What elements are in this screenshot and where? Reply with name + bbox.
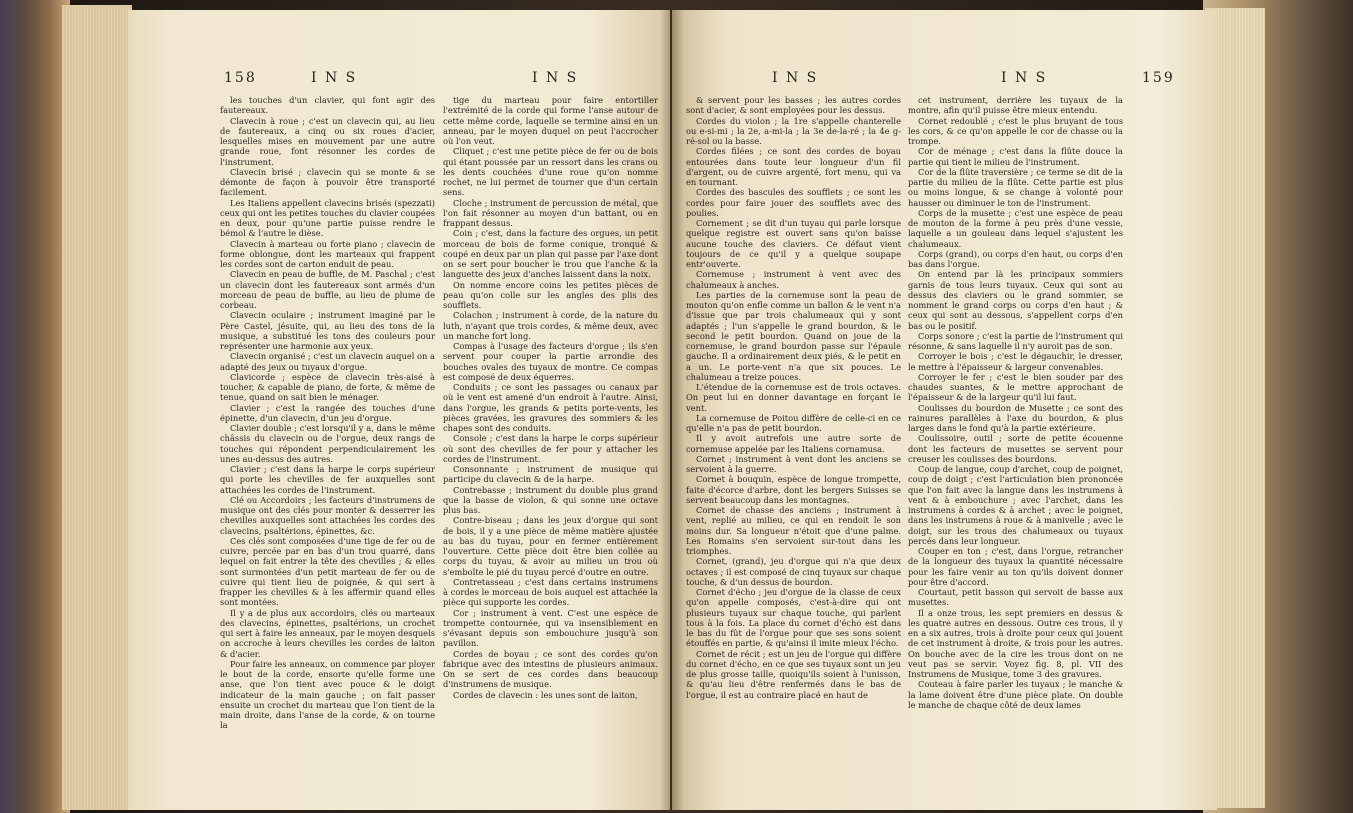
left-page-edges bbox=[62, 5, 132, 810]
paragraph: Cornet à bouquin, espèce de longue trompette, faite d'écorce d'arbre, dont les bergers Suisses se servent beaucoup dans les montagnes. bbox=[686, 474, 901, 505]
right-running-title: I N S bbox=[772, 70, 819, 86]
paragraph: Il y avoit autrefois une autre sorte de cornemuse appelée par les Italiens cornamusa. bbox=[686, 433, 901, 454]
paragraph: Coulisses du bourdon de Musette ; ce sont des rainures parallèles à l'axe du bourdon, & plus larges dans le fond qu'à la partie extérieure. bbox=[908, 402, 1123, 433]
paragraph: Clavecin brisé ; clavecin qui se monte & se démonte de façon à pouvoir être transporté facilement. bbox=[220, 166, 435, 198]
paragraph: Cordes de boyau ; ce sont des cordes qu'on fabrique avec des intestins de plusieurs animaux. On se sert de ces cordes dans beaucoup d'instrumens de musique. bbox=[443, 648, 658, 690]
paragraph: Les parties de la cornemuse sont la peau de mouton qu'on enfle comme un ballon & le vent n'a d'issue que par trois chalumeaux qui y sont adaptés ; l'un s'appelle le grand bourdon, & le second le petit bourdon. Quand on joue de la cornemuse, le grand bourdon passe sur l'épaule gauche. Il a ordinairement deux piés, & le petit en a un. Le porte-vent n'a que six pouces. Le chalumeau a treize pouces. bbox=[686, 289, 901, 382]
paragraph: Corroyer le bois ; c'est le dégauchir, le dresser, le mettre à l'épaisseur & largeur convenables. bbox=[908, 351, 1123, 372]
paragraph: On nomme encore coins les petites pièces de peau qu'on colle sur les angles des plis des soufflets. bbox=[443, 279, 658, 310]
paragraph: Pour faire les anneaux, on commence par ployer le bout de la corde, ensorte qu'elle forme une anse, que l'on tient avec pouce & le doigt indicateur de la main gauche ; on fait passer ensuite un crochet du marteau que l'on tient de la main droite, dans l'anse de la corde, & on tourne la bbox=[220, 658, 435, 731]
paragraph: Cornet ; instrument à vent dont les anciens se servoient à la guerre. bbox=[686, 453, 901, 474]
paragraph: Couper en ton ; c'est, dans l'orgue, retrancher de la longueur des tuyaux la quantité nécessaire pour les faire venir au ton qu'ils doivent donner pour être d'accord. bbox=[908, 546, 1123, 587]
paragraph: Clavicorde ; espèce de clavecin très-aisé à toucher, & capable de piano, de forte, & même de tenue, quand on sait bien le ménager. bbox=[220, 371, 435, 403]
paragraph: Clavecin organisé ; c'est un clavecin auquel on a adapté des jeux ou tuyaux d'orgue. bbox=[220, 351, 435, 372]
paragraph: Il y a de plus aux accordoirs, clés ou marteaux des clavecins, épinettes, psaltérions, un crochet qui sert à faire les anneaux, par le moyen desquels on accroche à leurs chevilles les cordes de laiton & d'acier. bbox=[220, 607, 435, 659]
right-page-number: 159 bbox=[1142, 70, 1175, 86]
paragraph: Cordes filées ; ce sont des cordes de boyau entourées dans toute leur longueur d'un fil d'argent, ou de cuivre argenté, fort menu, qui va en tournant. bbox=[686, 146, 901, 187]
paragraph: Corps de la musette ; c'est une espèce de peau de mouton de la forme à peu près d'une vessie, laquelle a un gouleau dans lequel s'ajustent les chalumeaux. bbox=[908, 207, 1123, 249]
paragraph: Coin ; c'est, dans la facture des orgues, un petit morceau de bois de forme conique, tronqué & coupé en deux par un plan qui passe par l'axe dont on se sert pour boucher le trou que l'anche & la languette des jeux d'anches laissent dans la noix. bbox=[443, 228, 658, 280]
paragraph: Cornet de récit ; est un jeu de l'orgue qui diffère du cornet d'écho, en ce que ses tuyaux sont un jeu de plus grosse taille, quoiqu'ils soient à l'unisson, & qu'au lieu d'être renfermés dans le bas de l'orgue, il est au contraire placé en haut de bbox=[686, 648, 901, 700]
paragraph: Clavier double ; c'est lorsqu'il y a, dans le même châssis du clavecin ou de l'orgue, deux rangs de touches qui répondent perpendiculairement les unes au-dessus des autres. bbox=[220, 423, 435, 464]
paragraph: Cornet d'écho ; jeu d'orgue de la classe de ceux qu'on appelle composés, c'est-à-dire qui ont plusieurs tuyaux sur chaque touche, qui parlent tous à la fois. La place du cornet d'écho est dans le bas du fût de l'orgue pour que ses sons soient étouffés en partie, & qu'ainsi il imite mieux l'écho. bbox=[686, 587, 901, 649]
paragraph: les touches d'un clavier, qui font agir des fautereaux. bbox=[220, 95, 435, 116]
left-page-number: 158 bbox=[224, 70, 257, 86]
paragraph: Clavecin oculaire ; instrument imaginé par le Père Castel, jésuite, qui, au lieu des tons de la musique, a substitué les tons des couleurs pour représenter une harmonie aux yeux. bbox=[220, 310, 435, 351]
paragraph: Colachon ; instrument à corde, de la nature du luth, n'ayant que trois cordes, & même deux, avec un manche fort long. bbox=[443, 310, 658, 341]
paragraph: On entend par là les principaux sommiers garnis de tous leurs tuyaux. Ceux qui sont au dessus des claviers ou le grand sommier, se nomment le grand corps ou corps d'en haut ; & ceux qui sont au dessous, s'appellent corps d'en bas ou le positif. bbox=[908, 269, 1123, 331]
paragraph: Cordes des bascules des soufflets ; ce sont les cordes pour faire jouer des soufflets avec des poulies. bbox=[686, 187, 901, 218]
left-cover bbox=[0, 0, 70, 813]
paragraph: Corroyer le fer ; c'est le bien souder par des chaudes suantes, & le mettre approchant de l'épaisseur & de la largeur qu'il lui faut. bbox=[908, 371, 1123, 403]
paragraph: Clavecin à roue ; c'est un clavecin qui, au lieu de fautereaux, a cinq ou six roues d'acier, lesquelles mises en mouvement par une autre grande roue, font résonner les cordes de l'instrument. bbox=[220, 115, 435, 167]
column-1 bbox=[220, 95, 435, 795]
paragraph: Corps sonore ; c'est la partie de l'instrument qui résonne, & sans laquelle il n'y auroit pas de son. bbox=[908, 330, 1123, 351]
paragraph: Cor ; instrument à vent. C'est une espèce de trompette contournée, qui va insensiblement en s'évasant depuis son embouchure jusqu'à son pavillon. bbox=[443, 607, 658, 649]
paragraph: Cornemuse ; instrument à vent avec des chalumeaux à anches. bbox=[686, 269, 901, 290]
paragraph: Contre-biseau ; dans les jeux d'orgue qui sont de bois, il y a une pièce de même matière ajustée au bas du tuyau, pour en fermer entièrement l'ouverture. Cette pièce doit être bien collée au corps du tuyau, & avoir au milieu un trou où s'emboîte le pié du tuyau percé d'outre en outre. bbox=[443, 515, 658, 577]
paragraph: Cornet de chasse des anciens ; instrument à vent, replié au milieu, ce qui en rendoit le son moins dur. Sa longueur n'étoit que d'une palme. Les Romains s'en servoient sur-tout dans les triomphes. bbox=[686, 505, 901, 556]
paragraph: Clavier ; c'est la rangée des touches d'une épinette, d'un clavecin, d'un jeu d'orgue. bbox=[220, 402, 435, 423]
paragraph: Les Italiens appellent clavecins brisés (spezzati) ceux qui ont les petites touches du clavier coupées en deux, pour qu'une partie puisse rendre le bémol & l'autre le dièse. bbox=[220, 197, 435, 239]
left-page bbox=[128, 10, 670, 810]
paragraph: Cornet redoublé ; c'est le plus bruyant de tous les cors, & ce qu'on appelle le cor de chasse ou la trompe. bbox=[908, 115, 1123, 146]
paragraph: Cornet, (grand), jeu d'orgue qui n'a que deux octaves ; il est composé de cinq tuyaux sur chaque touche, & d'un dessus de bourdon. bbox=[686, 556, 901, 587]
paragraph: Clavecin à marteau ou forte piano ; clavecin de forme oblongue, dont les marteaux qui frappent les cordes sont de carton enduit de peau. bbox=[220, 238, 435, 269]
paragraph: Contretasseau ; c'est dans certains instrumens à cordes le morceau de bois auquel est attachée la pièce qui supporte les cordes. bbox=[443, 576, 658, 608]
column-3 bbox=[686, 95, 901, 795]
paragraph: Courtaut, petit basson qui servoit de basse aux musettes. bbox=[908, 587, 1123, 608]
paragraph: & servent pour les basses ; les autres cordes sont d'acier, & sont employées pour les dessus. bbox=[686, 95, 901, 116]
paragraph: cet instrument, derrière les tuyaux de la montre, afin qu'il puisse être mieux entendu. bbox=[908, 95, 1123, 116]
paragraph: Cliquet ; c'est une petite pièce de fer ou de bois qui étant poussée par un ressort dans les crans ou les dents couchées d'une roue qu'on nomme rochet, ne lui permet de tourner que d'un certain sens. bbox=[443, 146, 658, 198]
column-2 bbox=[443, 95, 658, 795]
paragraph: Coup de langue, coup d'archet, coup de poignet, coup de doigt ; c'est l'articulation bien prononcée que l'on fait avec la langue dans les instrumens à vent & à embouchure ; avec l'archet, dans les instrumens à cordes & à archet ; avec le poignet, dans les instrumens à roue & à manivelle ; avec le doigt, sur les trous des chalumeaux ou tuyaux percés dans leur longueur. bbox=[908, 464, 1123, 546]
paragraph: Cor de la flûte traversière ; ce terme se dit de la partie du milieu de la flûte. Cette partie est plus ou moins longue, & se change à volonté pour hausser ou diminuer le ton de l'instrument. bbox=[908, 166, 1123, 208]
paragraph: Il a onze trous, les sept premiers en dessus & les quatre autres en dessous. Outre ces trous, il y en a six autres, trois à droite pour ceux qui jouent de cet instrument à droite, & trois pour les autres. On bouche avec de la cire les trous dont on ne veut pas se servir. Voyez fig. 8, pl. VII des Instrumens de Musique, tome 3 des gravures. bbox=[908, 607, 1123, 679]
paragraph: Cordes du violon ; la 1re s'appelle chanterelle ou e-si-mi ; la 2e, a-mi-la ; la 3e de-la-ré ; la 4e g-ré-sol ou la basse. bbox=[686, 115, 901, 146]
column-4 bbox=[908, 95, 1123, 795]
paragraph: Conduits ; ce sont les passages ou canaux par où le vent est amené d'un endroit à l'autre. Ainsi, dans l'orgue, les grands & petits porte-vents, les pièces gravées, les gravures des sommiers & les chapes sont des conduits. bbox=[443, 382, 658, 433]
paragraph: Ces clés sont composées d'une tige de fer ou de cuivre, percée par en bas d'un trou quarré, dans lequel on fait entrer la tête des chevilles ; & elles sont surmontées d'un petit marteau de fer ou de cuivre qui tient lieu de poignée, & qui sert à frapper les chevilles & à les affermir quand elles sont montées. bbox=[220, 535, 435, 608]
paragraph: Contrebasse ; instrument du double plus grand que la basse de violon, & qui sonne une octave plus bas. bbox=[443, 484, 658, 515]
paragraph: La cornemuse de Poitou diffère de celle-ci en ce qu'elle n'a pas de petit bourdon. bbox=[686, 412, 901, 433]
right-running-title-2: I N S bbox=[1001, 70, 1048, 86]
paragraph: Consonnante ; instrument de musique qui participe du clavecin & de la harpe. bbox=[443, 464, 658, 485]
paragraph: Cordes de clavecin : les unes sont de laiton, bbox=[453, 689, 638, 700]
paragraph: Cor de ménage ; c'est dans la flûte douce la partie qui tient le milieu de l'instrument. bbox=[908, 146, 1123, 167]
paragraph: Corps (grand), ou corps d'en haut, ou corps d'en bas dans l'orgue. bbox=[908, 248, 1123, 269]
left-running-title-2: I N S bbox=[532, 70, 579, 86]
paragraph: Cornement ; se dit d'un tuyau qui parle lorsque quelque registre est ouvert sans qu'on baisse aucune touche des claviers. Ce défaut vient toujours de ce qu'il y a quelque soupape entr'ouverte. bbox=[686, 218, 901, 269]
paragraph: Clé ou Accordoirs ; les facteurs d'instrumens de musique ont des clés pour monter & desserrer les chevilles auxquelles sont attachées les cordes des clavecins, psaltérions, épinettes, &c. bbox=[220, 494, 435, 536]
paragraph: Compas à l'usage des facteurs d'orgue ; ils s'en servent pour couper la partie arrondie des bouches ovales des tuyaux de montre. Ce compas est composé de deux équerres. bbox=[443, 341, 658, 382]
left-running-title: I N S bbox=[311, 70, 358, 86]
book-gutter bbox=[660, 10, 684, 810]
paragraph: Cloche ; instrument de percussion de métal, que l'on fait résonner au moyen d'un battant, ou en frappant dessus. bbox=[443, 197, 658, 228]
paragraph: Clavecin en peau de buffle, de M. Paschal ; c'est un clavecin dont les fautereaux sont armés d'un morceau de peau de buffle, au lieu de plume de corbeau. bbox=[220, 269, 435, 310]
paragraph: L'étendue de la cornemuse est de trois octaves. On peut lui en donner davantage en forçant le vent. bbox=[686, 382, 901, 413]
right-page bbox=[672, 10, 1217, 810]
paragraph: tige du marteau pour faire entortiller l'extrémité de la corde qui forme l'anse autour de cette même corde, laquelle se termine ainsi en un anneau, par le moyen duquel on peut l'accrocher où l'on veut. bbox=[443, 95, 658, 146]
paragraph: Couteau à faire parler les tuyaux ; le manche & la lame doivent être d'une pièce plate. On double le manche de chaque côté de deux lames bbox=[908, 679, 1123, 710]
paragraph: Console ; c'est dans la harpe le corps supérieur où sont des chevilles de fer pour y attacher les cordes de l'instrument. bbox=[443, 433, 658, 464]
paragraph: Coulissoire, outil ; sorte de petite écouenne dont les facteurs de musettes se servent pour creuser les coulisses des bourdons. bbox=[908, 433, 1123, 464]
paragraph: Clavier ; c'est dans la harpe le corps supérieur qui porte les chevilles de fer auxquelles sont attachées les cordes de l'instrument. bbox=[220, 464, 435, 495]
